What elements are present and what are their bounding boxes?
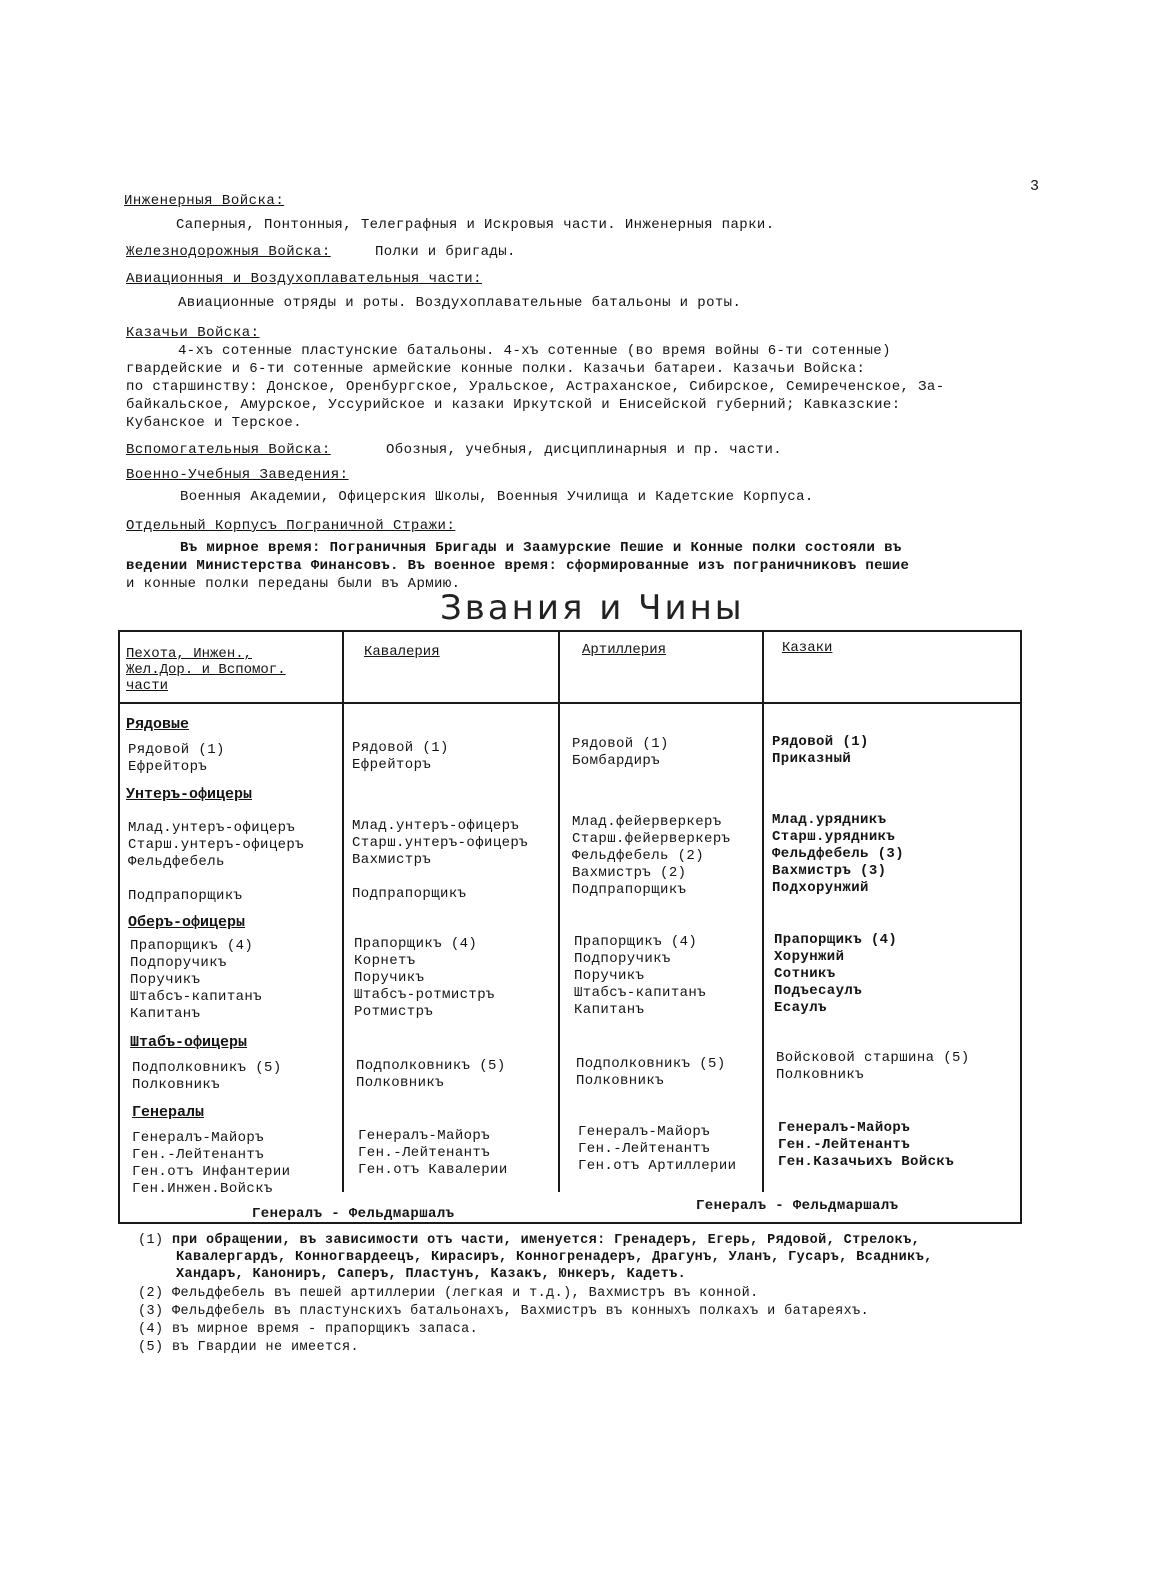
section-heading: Железнодорожныя Войска:	[126, 244, 331, 260]
rank-cell: Генералъ-Майоръ Ген.-Лейтенантъ Ген.отъ Артиллерии	[578, 1124, 737, 1174]
section-text: 4-хъ сотенные пластунские батальоны. 4-хъ сотенные (во время войны 6-ти сотенные)	[178, 343, 891, 359]
ranks-table	[118, 630, 1022, 1224]
section-text: по старшинству: Донское, Оренбургское, Уральское, Астраханское, Сибирское, Семиреченское, За-	[126, 379, 945, 395]
rank-category: Рядовые	[126, 716, 190, 733]
rank-cell: Прапорщикъ (4) Подпоручикъ Поручикъ Штабсъ-капитанъ Капитанъ	[574, 934, 707, 1018]
rank-cell: Прапорщикъ (4) Корнетъ Поручикъ Штабсъ-ротмистръ Ротмистръ	[354, 936, 495, 1020]
rank-cell: Подполковникъ (5) Полковникъ	[132, 1060, 282, 1093]
column-header: Казаки	[782, 640, 833, 656]
rank-category: Штабъ-офицеры	[130, 1034, 248, 1051]
section-text: и конные полки переданы были въ Армию.	[126, 576, 461, 592]
footnote-line: Кавалергардъ, Конногвардеецъ, Кирасиръ, Конногренадеръ, Драгунъ, Уланъ, Гусаръ, Всадникъ,	[176, 1250, 933, 1265]
column-header: Пехота, Инжен., Жел.Дор. и Вспомог. части	[126, 646, 286, 694]
section-text: Кубанское и Терское.	[126, 415, 303, 431]
footnote: (3) Фельдфебель въ пластунскихъ батальонахъ, Вахмистръ въ конныхъ полкахъ и батареяхъ.	[138, 1304, 870, 1319]
page-number: 3	[1030, 178, 1040, 195]
footnote: (2) Фельдфебель въ пешей артиллерии (легкая и т.д.), Вахмистръ въ конной.	[138, 1286, 759, 1301]
rank-cell: Прапорщикъ (4) Хорунжий Сотникъ Подъесаулъ Есаулъ	[774, 932, 898, 1016]
column-header: Кавалерия	[364, 644, 440, 660]
section-text: ведении Министерства Финансовъ. Въ военное время: сформированные изъ пограничниковъ пешие	[126, 558, 910, 574]
section-inline-text: Полки и бригады.	[375, 244, 516, 260]
footnote-line: Хандаръ, Канониръ, Саперъ, Пластунъ, Казакъ, Юнкеръ, Кадетъ.	[176, 1267, 687, 1282]
rank-category: Оберъ-офицеры	[128, 914, 246, 931]
rank-cell: Генералъ-Майоръ Ген.-Лейтенантъ Ген.Казачьихъ Войскъ	[778, 1120, 955, 1170]
rank-cell: Прапорщикъ (4) Подпоручикъ Поручикъ Штабсъ-капитанъ Капитанъ	[130, 938, 263, 1022]
rank-cell: Рядовой (1) Приказный	[772, 734, 869, 767]
column-divider	[342, 632, 344, 1192]
section-heading: Вспомогательныя Войска:	[126, 442, 331, 458]
rank-cell: Млад.унтеръ-офицеръ Старш.унтеръ-офицеръ Фельдфебель Подпрапорщикъ	[128, 820, 305, 904]
footnote: (5) въ Гвардии не имеется.	[138, 1340, 360, 1355]
section-text: Авиационные отряды и роты. Воздухоплавательные батальоны и роты.	[178, 295, 742, 311]
rank-cell: Генералъ-Майоръ Ген.-Лейтенантъ Ген.отъ Кавалерии	[358, 1128, 508, 1178]
field-marshal-left: Генералъ - Фельдмаршалъ	[252, 1206, 455, 1222]
rank-cell: Подполковникъ (5) Полковникъ	[576, 1056, 726, 1089]
section-heading: Военно-Учебныя Заведения:	[126, 467, 349, 483]
column-header: Артиллерия	[582, 642, 667, 658]
section-text: байкальское, Амурское, Уссурийское и казаки Иркутской и Енисейской губерний; Кавказские:	[126, 397, 901, 413]
rank-cell: Рядовой (1) Ефрейторъ	[352, 740, 449, 773]
rank-cell: Рядовой (1) Ефрейторъ	[128, 742, 225, 775]
rank-cell: Войсковой старшина (5) Полковникъ	[776, 1050, 970, 1083]
section-heading: Казачьи Войска:	[126, 325, 260, 341]
section-text: Саперныя, Понтонныя, Телеграфныя и Искровыя части. Инженерныя парки.	[176, 217, 775, 233]
section-text: гвардейские и 6-ти сотенные армейские конные полки. Казачьи батареи. Казачьи Войска:	[126, 361, 866, 377]
section-heading: Инженерныя Войска:	[124, 193, 285, 209]
section-inline-text: Обозныя, учебныя, дисциплинарныя и пр. части.	[386, 442, 783, 458]
footnote: (4) въ мирное время - прапорщикъ запаса.	[138, 1322, 479, 1337]
field-marshal-right: Генералъ - Фельдмаршалъ	[696, 1198, 899, 1214]
rank-cell: Рядовой (1) Бомбардиръ	[572, 736, 669, 769]
rank-category: Унтеръ-офицеры	[126, 786, 253, 803]
column-divider	[558, 632, 560, 1192]
table-title: Звания и Чины	[440, 588, 745, 628]
section-text: Военныя Академии, Офицерския Школы, Военныя Училища и Кадетские Корпуса.	[180, 489, 814, 505]
rank-cell: Подполковникъ (5) Полковникъ	[356, 1058, 506, 1091]
section-heading: Отдельный Корпусъ Пограничной Стражи:	[126, 518, 456, 534]
column-divider	[762, 632, 764, 1192]
rank-cell: Млад.унтеръ-офицеръ Старш.унтеръ-офицеръ Вахмистръ Подпрапорщикъ	[352, 818, 529, 902]
header-divider	[120, 702, 1020, 704]
rank-cell: Млад.урядникъ Старш.урядникъ Фельдфебель (3) Вахмистръ (3) Подхорунжий	[772, 812, 905, 896]
rank-cell: Генералъ-Майоръ Ген.-Лейтенантъ Ген.отъ Инфантерии Ген.Инжен.Войскъ	[132, 1130, 291, 1197]
rank-category: Генералы	[132, 1104, 205, 1121]
section-heading: Авиационныя и Воздухоплавательныя части:	[126, 271, 483, 287]
section-text: Въ мирное время: Пограничныя Бригады и Заамурские Пешие и Конные полки состояли въ	[180, 540, 902, 556]
footnote: (1) при обращении, въ зависимости отъ части, именуется: Гренадеръ, Егерь, Рядовой, Стрелокъ,	[138, 1233, 921, 1248]
rank-cell: Млад.фейерверкеръ Старш.фейерверкеръ Фельдфебель (2) Вахмистръ (2) Подпрапорщикъ	[572, 814, 731, 898]
